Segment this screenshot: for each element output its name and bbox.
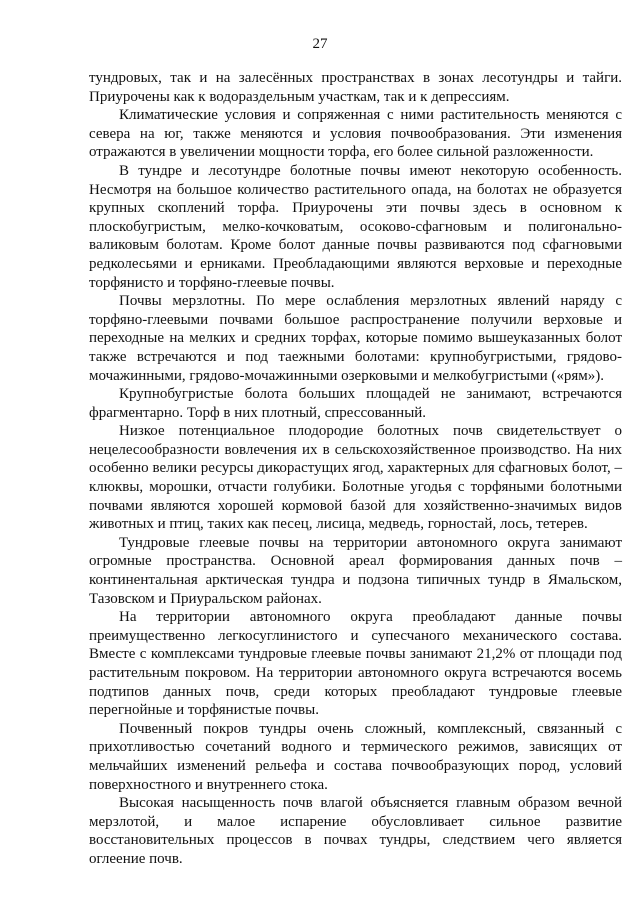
paragraph-9: Почвенный покров тундры очень сложный, комплексный, связанный с прихотливостью сочетаний водного и термического режимов, зависящих от мельчайших изменений рельефа и состава почвообразующих пород, условий поверхностного и внутреннего стока. [89, 720, 622, 793]
paragraph-5: Крупнобугристые болота больших площадей не занимают, встречаются фрагментарно. Торф в них плотный, спрессованный. [89, 386, 622, 421]
paragraph-4: Почвы мерзлотны. По мере ослабления мерзлотных явлений наряду с торфяно-глеевыми почвами большое распространение получили верховые и переходные на мелких и средних торфах, которые помимо вышеуказанных болот также встречаются и под таежными болотами: крупнобугристыми, грядово-мочажинными, грядово-мочажинными озерковыми и мелкобугристыми («рям»). [89, 293, 622, 384]
paragraph-2: Климатические условия и сопряженная с ними растительность меняются с севера на юг, также меняются и условия почвообразования. Эти изменения отражаются в увеличении мощности торфа, его более сильной разложенности. [89, 107, 622, 161]
paragraph-3: В тундре и лесотундре болотные почвы имеют некоторую особенность. Несмотря на большое количество растительного опада, на болотах не образуется крупных скоплений торфа. Приурочены эти почвы здесь в основном к плоскобугристым, мелко-кочковатым, осоково-сфагновым и полигонально-валиковым болотам. Кроме болот данные почвы развиваются под сфагновыми редколесьями и ерниками. Преобладающими являются верховые и переходные торфянисто и торфяно-глеевые почвы. [89, 162, 622, 291]
paragraph-10: Высокая насыщенность почв влагой объясняется главным образом вечной мерзлотой, и малое испарение обусловливает сильное развитие восстановительных процессов в почвах тундры, следствием чего является оглеение почв. [89, 795, 622, 867]
paragraph-8: На территории автономного округа преобладают данные почвы преимущественно легкосуглинистого и супесчаного механического состава. Вместе с комплексами тундровые глеевые почвы занимают 21,2% от площади под растительным покровом. На территории автономного округа встречаются восемь подтипов данных почв, среди которых преобладают тундровые глеевые перегнойные и торфянистые почвы. [89, 609, 622, 719]
paragraph-7: Тундровые глеевые почвы на территории автономного округа занимают огромные пространства. Основной ареал формирования данных почв – континентальная арктическая тундра и подзона типичных тундр в Ямальском, Тазовском и Приуральском районах. [89, 534, 622, 607]
paragraph-1: тундровых, так и на залесённых пространствах в зонах лесотундры и тайги. Приурочены как к водораздельным участкам, так и к депрессиям. [89, 70, 622, 105]
paragraph-6: Низкое потенциальное плодородие болотных почв свидетельствует о нецелесообразности вовлечения их в сельскохозяйственное производство. На них особенно велики ресурсы дикорастущих ягод, характерных для сфагновых болот, – клюквы, морошки, отчасти голубики. Болотные угодья с торфяными болотными почвами являются хорошей кормовой базой для хозяйственно-значимых видов животных и птиц, таких как песец, лисица, медведь, горностай, лось, тетерев. [89, 423, 622, 533]
page-number: 27 [312, 36, 328, 52]
text-body [89, 69, 622, 869]
